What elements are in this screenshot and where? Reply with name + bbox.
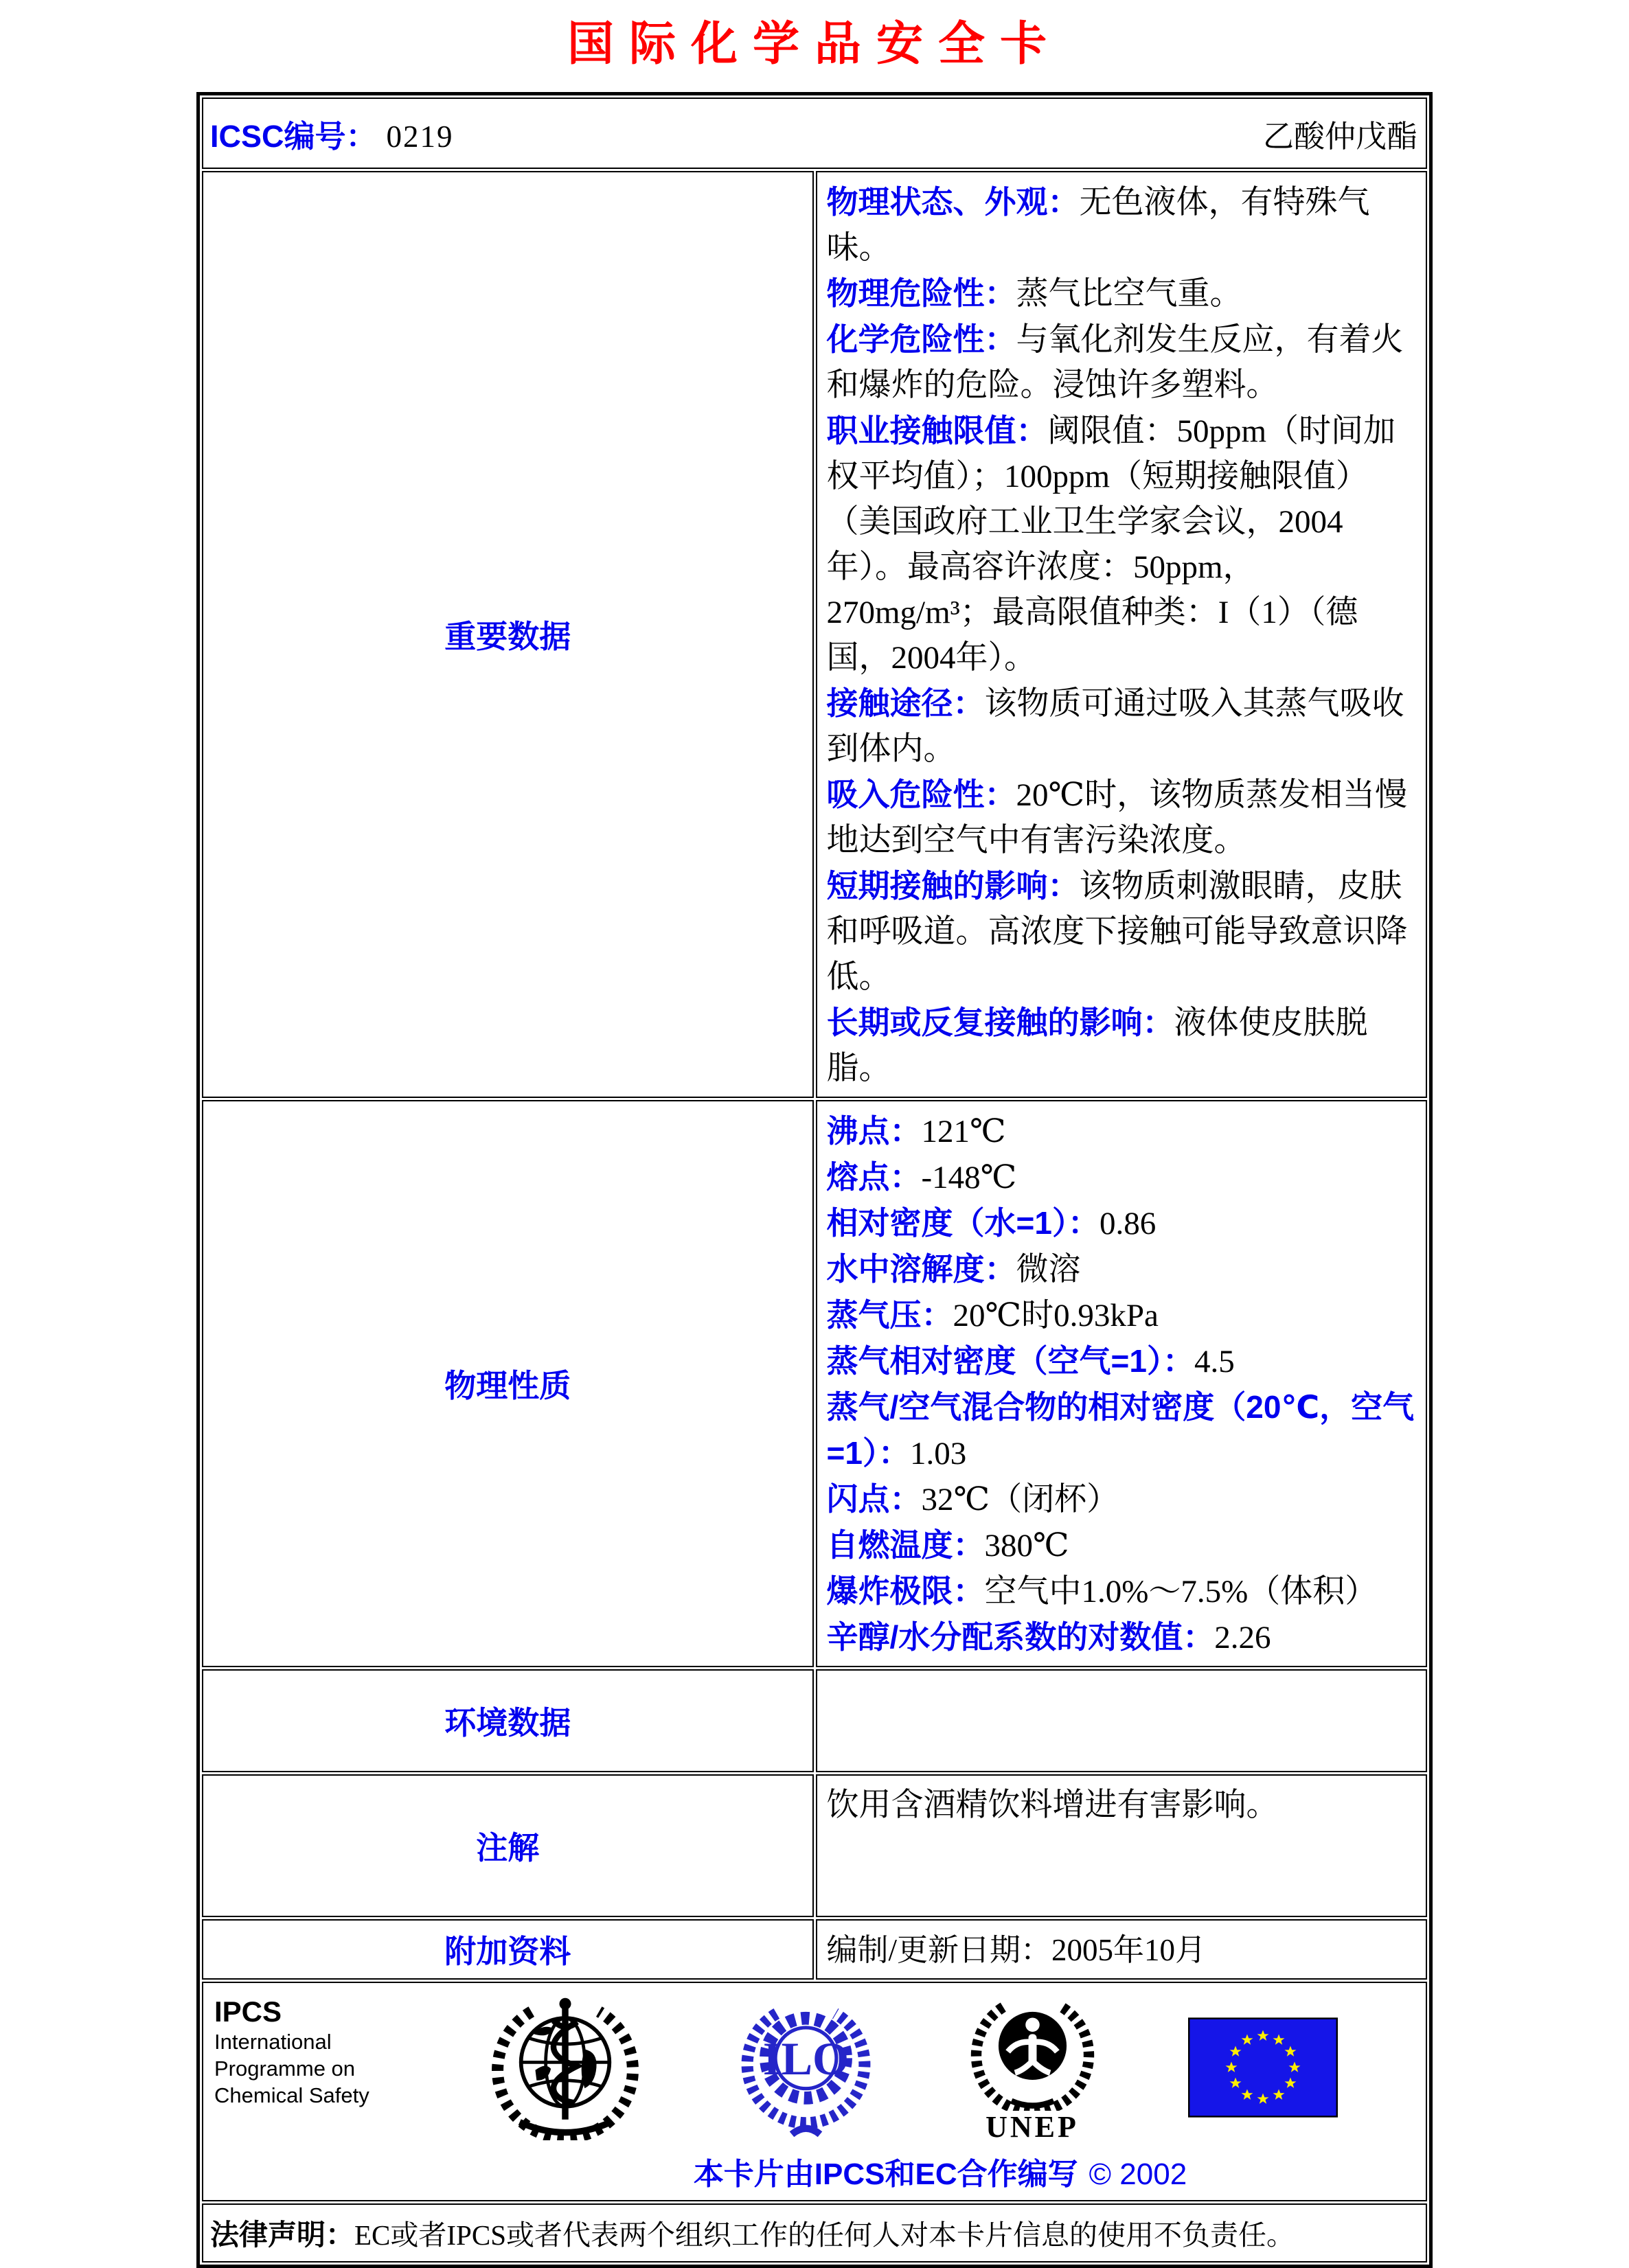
icsc-number-value: 0219 [386, 119, 454, 154]
section-label-physical-properties: 物理性质 [202, 1100, 814, 1667]
field-label: 闪点： [826, 1481, 922, 1517]
field-long-term-effects [827, 1000, 1417, 1091]
field-value: 4.5 [1194, 1344, 1235, 1380]
field-label: 辛醇/水分配系数的对数值： [826, 1619, 1215, 1656]
credit-text: 本卡片由IPCS和EC合作编写 [693, 2157, 1078, 2192]
field-value: 微溶 [1016, 1252, 1081, 1288]
field-label: 爆炸极限： [826, 1573, 985, 1610]
field-value: 380℃ [984, 1528, 1069, 1564]
row-important-data [202, 171, 1427, 1098]
page-title: 国际化学品安全卡 [567, 16, 1062, 71]
ilo-logo [736, 1991, 876, 2144]
unep-label: UNEP [986, 2110, 1079, 2144]
ipcs-title: IPCS [214, 1995, 282, 2028]
eu-flag-icon [1188, 2017, 1338, 2118]
field-label: 沸点： [826, 1113, 922, 1149]
field-label: 蒸气压： [826, 1297, 953, 1333]
field-label: 吸入危险性： [826, 777, 1016, 813]
field-value: 与氧化剂发生反应，有着火和爆炸的危险。浸蚀许多塑料。 [826, 322, 1404, 404]
field-boiling-point [827, 1108, 1417, 1154]
copyright-text: © 2002 [1089, 2157, 1187, 2192]
unep-logo [962, 1993, 1103, 2142]
who-logo [480, 1995, 650, 2140]
field-label: 相对密度（水=1）： [826, 1205, 1100, 1241]
field-label: 短期接触的影响： [826, 868, 1080, 904]
additional-info-content: 编制/更新日期：2005年10月 [816, 1919, 1428, 1980]
field-water-solubility [827, 1246, 1417, 1292]
row-additional-info [202, 1919, 1427, 1980]
field-value: 32℃（闭杯） [921, 1482, 1119, 1518]
field-occupational-limit [827, 408, 1417, 680]
important-data-content [816, 171, 1428, 1098]
field-physical-hazard [827, 271, 1417, 317]
notes-content: 饮用含酒精饮料增进有害影响。 [816, 1774, 1428, 1917]
ilo-logo-icon [736, 1991, 876, 2144]
field-inhalation-risk [827, 772, 1417, 863]
ipcs-text-block [214, 1991, 394, 2109]
logo-strip [214, 1991, 1412, 2144]
row-physical-properties [202, 1100, 1427, 1667]
section-label-environmental-data: 环境数据 [202, 1669, 814, 1772]
section-label-additional-info: 附加资料 [202, 1919, 814, 1980]
field-value: 阈限值：50ppm（时间加权平均值）；100ppm（短期接触限值）（美国政府工业卫生学家会议，2004年）。最高容许浓度：50ppm，270mg/m³；最高限值种类：I（1）（德国，2004年）。 [826, 413, 1396, 676]
footer-cell [202, 1982, 1427, 2201]
field-label: 自燃温度： [826, 1527, 985, 1563]
ilo-letters: ILO [762, 2032, 850, 2085]
row-legal [202, 2203, 1427, 2263]
card-header-row [202, 98, 1427, 169]
ipcs-subtitle-line: Programme on [214, 2057, 356, 2081]
field-label: 长期或反复接触的影响： [826, 1005, 1174, 1041]
row-footer-logos [202, 1982, 1427, 2201]
field-octanol-water-partition [827, 1614, 1417, 1660]
card-header [202, 98, 1427, 169]
field-label: 蒸气相对密度（空气=1）： [826, 1343, 1194, 1379]
field-melting-point [827, 1154, 1417, 1200]
field-label: 接触途径： [826, 685, 985, 722]
chemical-name: 乙酸仲戊酯 [1262, 119, 1417, 154]
section-label-important-data: 重要数据 [202, 171, 814, 1098]
field-flash-point [827, 1476, 1417, 1522]
field-autoignition-temperature [827, 1522, 1417, 1568]
legal-cell [202, 2203, 1427, 2263]
field-value: 液体使皮肤脱脂。 [826, 1005, 1368, 1087]
field-vapor-air-mixture-density [827, 1384, 1417, 1476]
field-short-term-effects [827, 863, 1417, 1000]
field-physical-state [827, 179, 1417, 271]
field-value: 1.03 [909, 1436, 967, 1472]
field-relative-density [827, 1200, 1417, 1246]
field-label: 物理危险性： [826, 275, 1016, 312]
field-value: 0.86 [1099, 1206, 1157, 1242]
field-label: 水中溶解度： [826, 1251, 1016, 1287]
field-label: 蒸气/空气混合物的相对密度（20℃，空气=1）： [826, 1389, 1415, 1471]
section-label-notes: 注解 [202, 1774, 814, 1917]
unep-logo-icon [962, 1993, 1103, 2111]
eu-flag [1188, 2017, 1338, 2118]
field-vapor-density [827, 1338, 1417, 1384]
ipcs-subtitle-line: Chemical Safety [214, 2083, 369, 2108]
physical-properties-content [816, 1100, 1428, 1667]
field-value: 该物质可通过吸入其蒸气吸收到体内。 [826, 686, 1404, 768]
field-value: 2.26 [1214, 1620, 1271, 1656]
legal-label: 法律声明： [210, 2219, 355, 2252]
ipcs-subtitle-line: International [214, 2030, 332, 2054]
field-value: 20℃时，该物质蒸发相当慢地达到空气中有害污染浓度。 [826, 777, 1408, 859]
field-value: 121℃ [921, 1114, 1006, 1150]
field-value: 无色液体，有特殊气味。 [826, 185, 1370, 266]
field-chemical-hazard [827, 317, 1417, 408]
field-value: 空气中1.0%～7.5%（体积） [984, 1574, 1378, 1610]
field-value: 20℃时0.93kPa [953, 1298, 1159, 1334]
field-label: 职业接触限值： [826, 413, 1048, 449]
row-notes [202, 1774, 1427, 1917]
field-label: 化学危险性： [826, 321, 1016, 358]
icsc-number-label: ICSC编号： [210, 118, 377, 154]
field-label: 熔点： [826, 1159, 922, 1195]
legal-text: EC或者IPCS或者代表两个组织工作的任何人对本卡片信息的使用不负责任。 [354, 2219, 1295, 2252]
field-explosive-limits [827, 1568, 1417, 1614]
environmental-data-content [816, 1669, 1428, 1772]
row-environmental-data [202, 1669, 1427, 1772]
field-label: 物理状态、外观： [826, 184, 1080, 220]
field-value: 蒸气比空气重。 [1016, 276, 1242, 312]
field-vapor-pressure [827, 1292, 1417, 1338]
field-value: 该物质刺激眼睛，皮肤和呼吸道。高浓度下接触可能导致意识降低。 [826, 869, 1408, 996]
field-value: -148℃ [921, 1160, 1017, 1196]
field-exposure-route [827, 680, 1417, 772]
credit-line [468, 2149, 1412, 2193]
icsc-card-table [196, 92, 1433, 2268]
who-logo-icon [480, 1995, 650, 2140]
